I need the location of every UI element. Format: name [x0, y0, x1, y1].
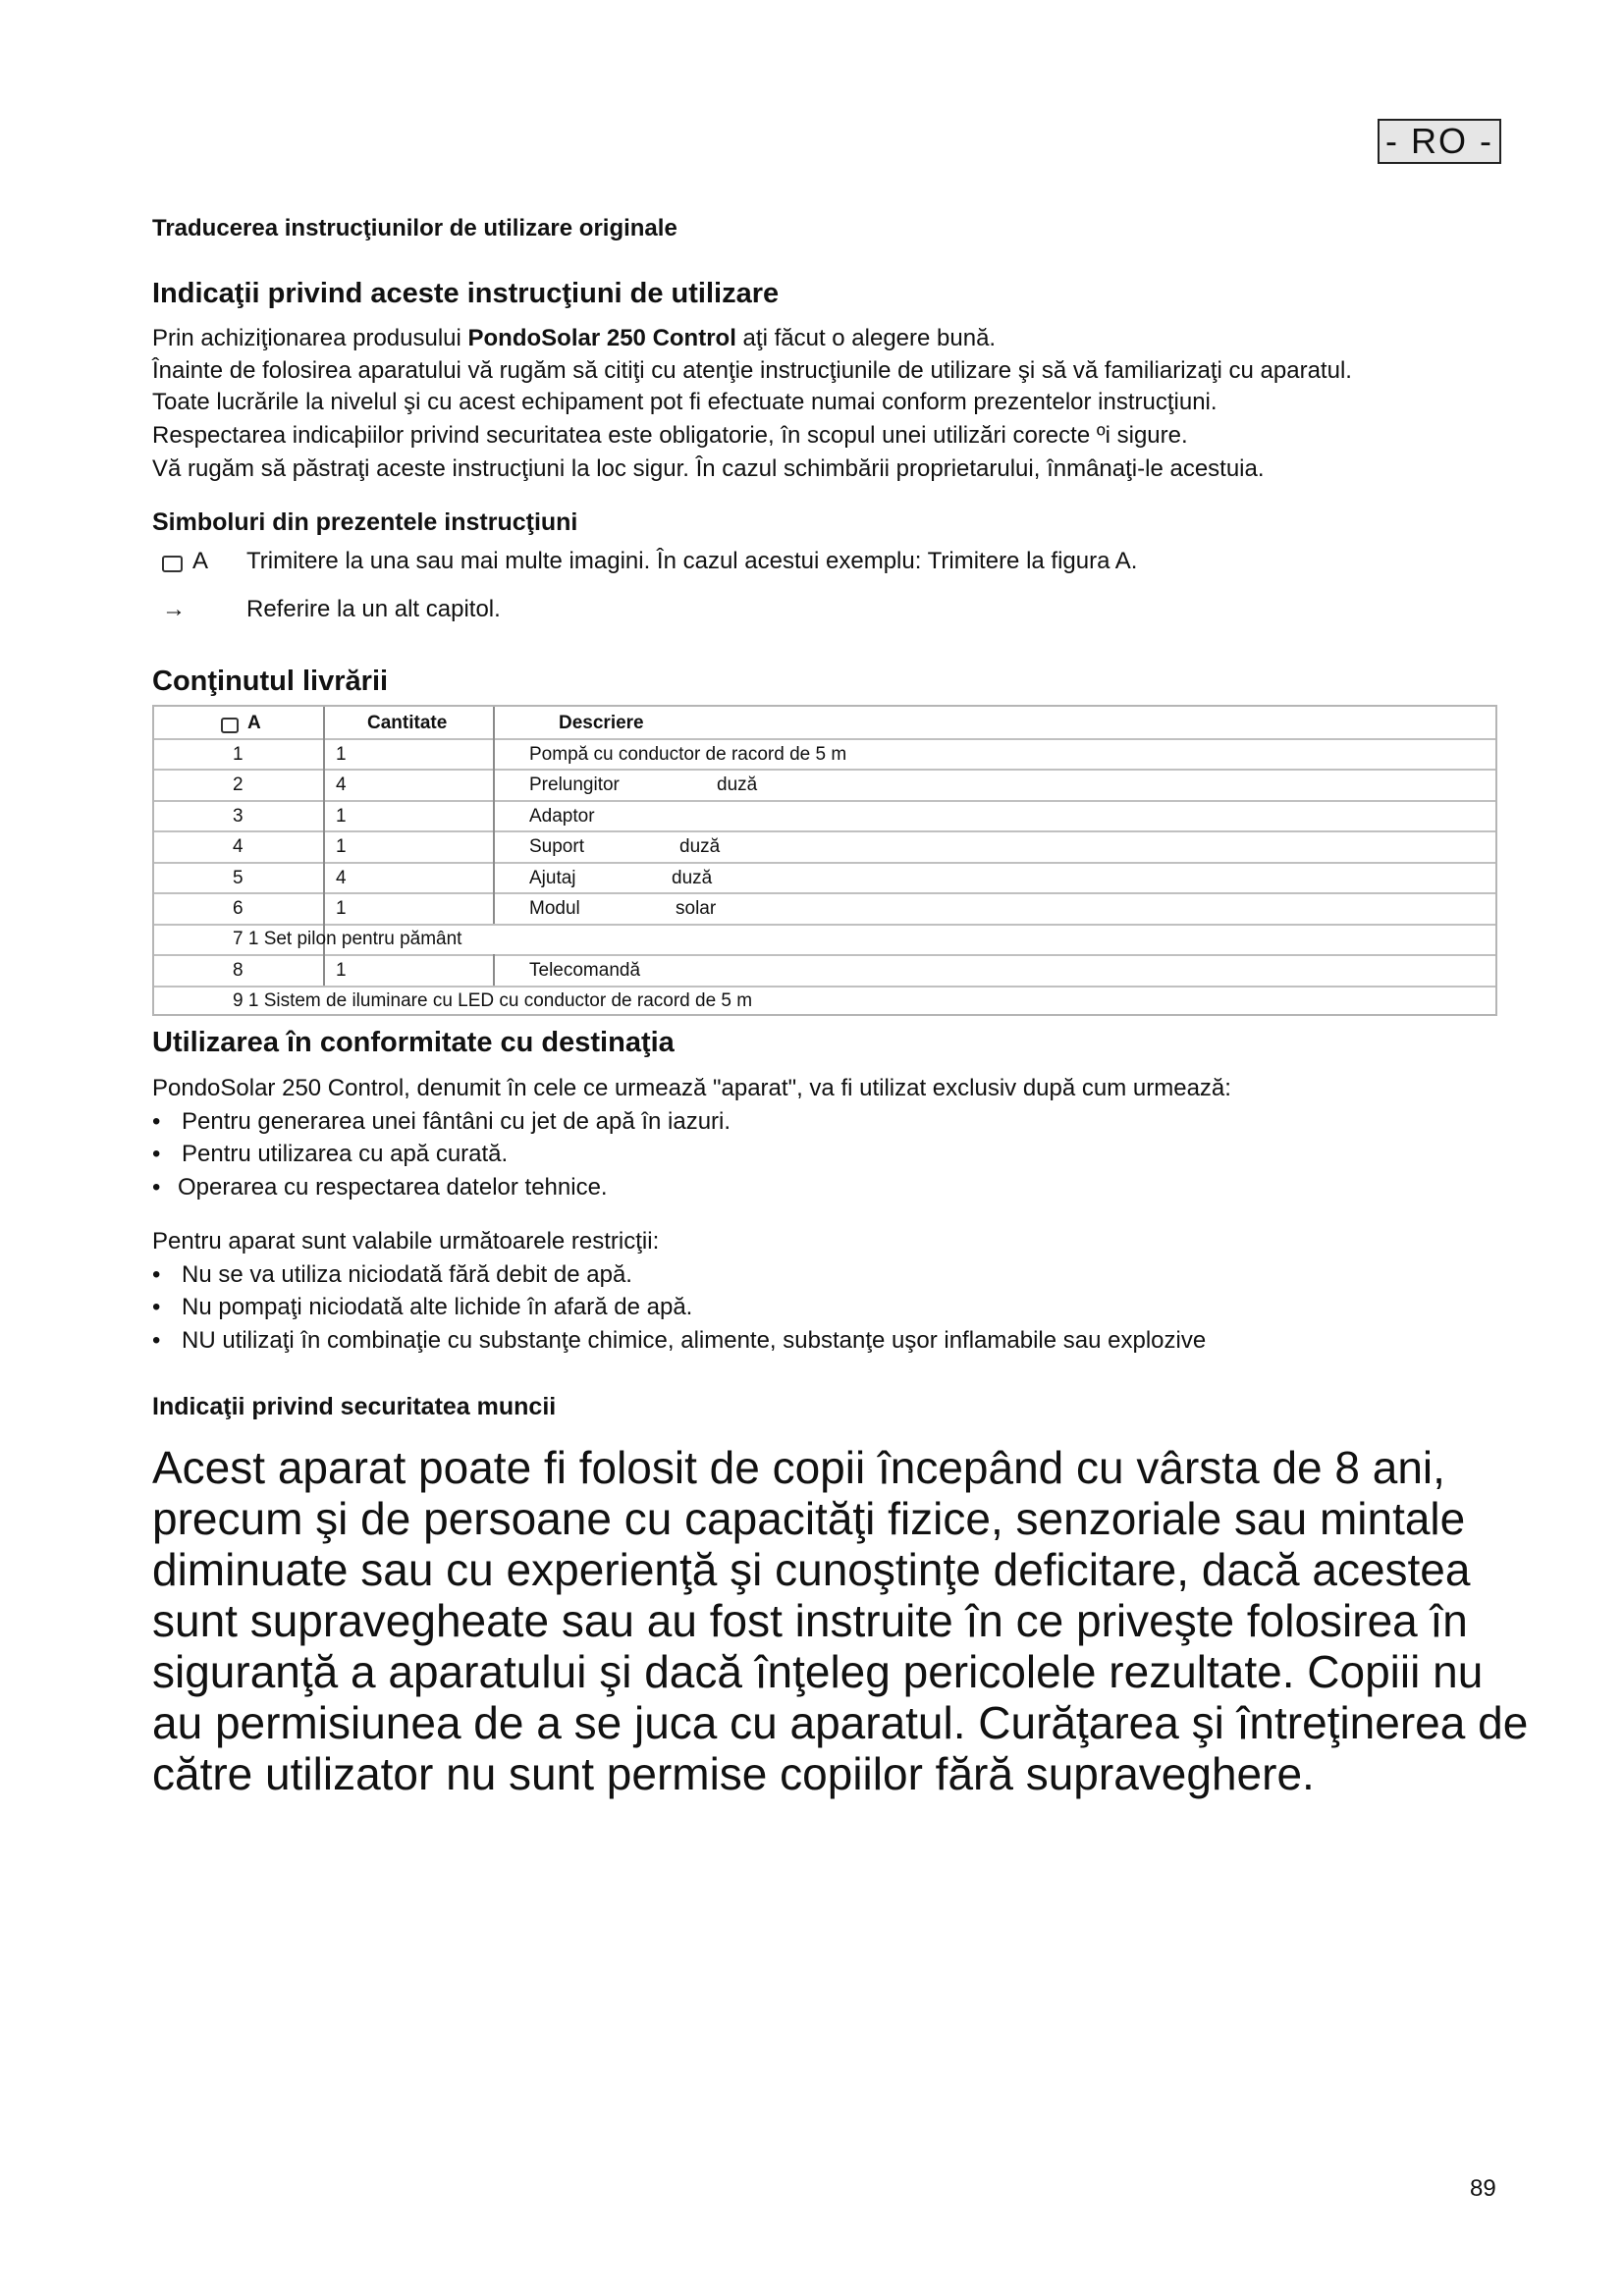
intro-line-1-pre: Prin achiziţionarea produsului [152, 325, 468, 351]
table-cell-a: 1 [233, 744, 244, 765]
intro-line-2: Înainte de folosirea aparatului vă rugăm să citiţi cu atenţie instrucţiunile de utilizare şi să vă familiarizaţi cu aparatul. [152, 357, 1352, 384]
table-cell-qty: 1 [336, 806, 347, 827]
bullet-icon: • [152, 1141, 161, 1167]
table-row-merged: 7 1 Set pilon pentru pământ [233, 929, 462, 949]
table-cell-desc: Pompă cu conductor de racord de 5 m [529, 744, 847, 765]
table-cell-a: 2 [233, 774, 244, 795]
language-badge: - RO - [1378, 119, 1501, 164]
table-cell-qty: 1 [336, 744, 347, 765]
table-cell-a: 4 [233, 836, 244, 857]
document-subtitle: Traducerea instrucţiunilor de utilizare originale [152, 215, 677, 241]
delivery-table [152, 705, 1497, 1016]
safety-line: către utilizator nu sunt permise copiilor fără supraveghere. [152, 1748, 1315, 1799]
table-row-merged: 9 1 Sistem de iluminare cu LED cu conductor de racord de 5 m [233, 990, 753, 1011]
table-cell-qty: 1 [336, 836, 347, 857]
symbol-text-figure: Trimitere la una sau mai multe imagini. În cazul acestui exemplu: Trimitere la figura A. [246, 548, 1138, 574]
intro-line-5: Vă rugăm să păstraţi aceste instrucţiuni la loc sigur. În cazul schimbării proprietarului, înmânaţi-le acestuia. [152, 455, 1265, 482]
safety-line: sunt supravegheate sau au fost instruite în ce priveşte folosirea în [152, 1595, 1468, 1646]
table-cell-desc: Ajutaj [529, 868, 576, 888]
table-cell-qty: 4 [336, 774, 347, 795]
table-cell-extra: solar [676, 898, 717, 919]
section-heading-delivery: Conţinutul livrării [152, 666, 389, 697]
safety-line: diminuate sau cu experienţă şi cunoştinţe deficitare, dacă acestea [152, 1544, 1471, 1595]
table-cell-extra: duză [679, 836, 721, 857]
table-cell-desc: Suport [529, 836, 584, 857]
intro-line-1-post: aţi făcut o alegere bună. [735, 325, 997, 351]
section-heading-symbols: Simboluri din prezentele instrucţiuni [152, 508, 578, 536]
table-cell-a: 6 [233, 898, 244, 919]
restrictions-intro: Pentru aparat sunt valabile următoarele restricţii: [152, 1228, 660, 1255]
table-cell-extra: duză [717, 774, 758, 795]
intro-line-4: Respectarea indicaþiilor privind securitatea este obligatorie, în scopul unei utilizări corecte ºi sigure. [152, 422, 1188, 449]
symbol-text-chapter: Referire la un alt capitol. [246, 596, 501, 622]
intro-line-3: Toate lucrările la nivelul şi cu acest echipament pot fi efectuate numai conform prezentelor instrucţiuni. [152, 389, 1218, 415]
section-heading-instructions: Indicaţii privind aceste instrucţiuni de utilizare [152, 278, 780, 309]
table-cell-desc: Adaptor [529, 806, 595, 827]
product-name: PondoSolar 250 Control [467, 325, 736, 351]
bullet-icon: • [152, 1327, 161, 1354]
intro-line-1 [152, 325, 996, 352]
table-header-quantity: Cantitate [367, 713, 448, 733]
usage-intro: PondoSolar 250 Control, denumit în cele ce urmează "aparat", va fi utilizat exclusiv după cum urmează: [152, 1075, 1231, 1101]
safety-line: precum şi de persoane cu capacităţi fizice, senzoriale sau mintale [152, 1493, 1466, 1544]
table-cell-qty: 4 [336, 868, 347, 888]
figure-ref-icon [221, 718, 239, 733]
bullet-icon: • [152, 1294, 161, 1320]
table-header-a: A [247, 713, 261, 733]
table-cell-a: 5 [233, 868, 244, 888]
section-heading-safety: Indicaţii privind securitatea muncii [152, 1393, 557, 1420]
table-cell-extra: duză [672, 868, 713, 888]
table-header-description: Descriere [559, 713, 644, 733]
arrow-icon: → [162, 596, 186, 622]
table-cell-desc: Modul [529, 898, 580, 919]
table-cell-qty: 1 [336, 898, 347, 919]
figure-ref-icon [162, 556, 183, 572]
safety-line: siguranţă a aparatului şi dacă înţeleg pericolele rezultate. Copiii nu [152, 1646, 1484, 1697]
safety-line: au permisiunea de a se juca cu aparatul. Curăţarea şi întreţinerea de [152, 1697, 1529, 1748]
table-cell-desc: Prelungitor [529, 774, 620, 795]
bullet-icon: • [152, 1174, 161, 1201]
section-heading-usage: Utilizarea în conformitate cu destinaţia [152, 1027, 675, 1058]
table-cell-desc: Telecomandă [529, 960, 641, 981]
table-cell-a: 3 [233, 806, 244, 827]
table-cell-qty: 1 [336, 960, 347, 981]
bullet-icon: • [152, 1108, 161, 1135]
table-cell-a: 8 [233, 960, 244, 981]
symbol-letter: A [192, 548, 209, 574]
bullet-icon: • [152, 1261, 161, 1288]
page-number: 89 [1470, 2175, 1496, 2202]
manual-page: - RO - Traducerea instrucţiunilor de utilizare originale Indicaţii privind aceste instrucţiuni de utilizare Prin achiziţionarea produsului PondoSolar 250 Control aţi făcut o alegere bună. Înainte de folosirea aparatului vă rugăm să citiţi cu atenţie instrucţiunile de utilizare şi să vă familiarizaţi cu aparatul. Toate lucrările la nivelul şi cu acest echipament pot fi efectuate numai conform prezentelor instrucţiuni. Respectarea indicaþiilor privind securitatea este obligatorie, în scopul unei utilizări corecte ºi sigure. Vă rugăm să păstraţi aceste instrucţiuni la loc sigur. În cazul schimbării proprietarului, înmânaţi-le acestuia. Simboluri din prezentele instrucţiuni A Trimitere la una sau mai multe imagini. În cazul acestui exemplu: Trimitere la figura A. → Referire la un alt capitol. Conţinutul livrării A Cantitate Descriere 1 1 Pompă cu conductor de racord de 5 m 2 4 Prelungitor duză 3 1 Adaptor 4 1 Suport duză 5 4 Ajutaj duză 6 1 Modul solar 7 1 Set pilon pentru pământ 8 1 Telecomandă 9 1 Sistem de iluminare cu LED cu conductor de racord de 5 m Utilizarea în conformitate cu destinaţia PondoSolar 250 Control, denumit în cele ce urmează "aparat", va fi utilizat exclusiv după cum urmează: • Pentru generarea unei fântâni cu jet de apă în iazuri. • Pentru utilizarea cu apă curată. • Operarea cu respectarea datelor tehnice. Pentru aparat sunt valabile următoarele restricţii: • Nu se va utiliza niciodată fără debit de apă. • Nu pompaţi niciodată alte lichide în afară de apă. • NU utilizaţi în combinaţie cu substanţe chimice, alimente, substanţe uşor inflamabile sau explozive Indicaţii privind securitatea muncii Acest aparat poate fi folosit de copii începând cu vârsta de 8 ani, precum şi de persoane cu capacităţi fizice, senzoriale sau mintale diminuate sau cu experienţă şi cunoştinţe deficitare, dacă acestea sunt supravegheate sau au fost instruite în ce priveşte folosirea în siguranţă a aparatului şi dacă înţeleg pericolele rezultate. Copiii nu au permisiunea de a se juca cu aparatul. Curăţarea şi întreţinerea de către utilizator nu sunt permise copiilor fără supraveghere. 89 [152, 121, 1529, 2202]
safety-line: Acest aparat poate fi folosit de copii începând cu vârsta de 8 ani, [152, 1442, 1445, 1493]
